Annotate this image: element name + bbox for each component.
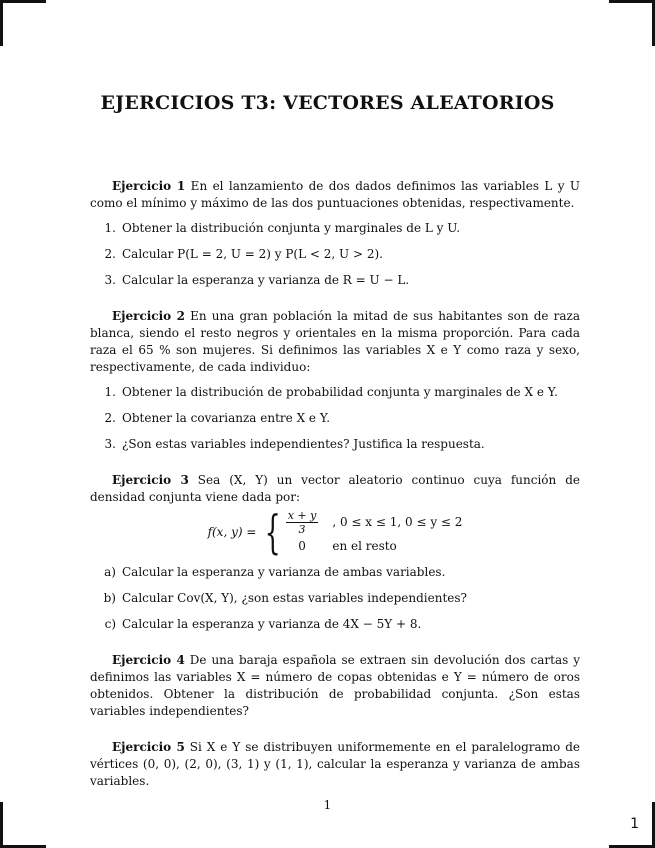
exercise-heading: Ejercicio 4 xyxy=(112,653,185,667)
exercise-text: Si X e Y se distribuyen uniformemente en el paralelogramo de vértices (0, 0), (2, 0), (3, 1) y (1, 1), calcular la esperanza y varianza de ambas variables. xyxy=(90,740,580,788)
list-item xyxy=(90,616,580,633)
exercise-text: Sea (X, Y) un vector aleatorio continuo cuya función de densidad conjunta viene dada por: xyxy=(90,473,580,504)
item-label: 3. xyxy=(104,273,116,287)
item-text: ¿Son estas variables independientes? Justifica la respuesta. xyxy=(122,437,485,451)
item-label: a) xyxy=(104,565,116,579)
formula-lhs: f(x, y) = xyxy=(207,524,257,539)
exercise-heading: Ejercicio 3 xyxy=(112,473,189,487)
case-condition: en el resto xyxy=(332,539,397,553)
list-item xyxy=(90,384,580,401)
list-item xyxy=(90,436,580,453)
fraction-denominator: 3 xyxy=(298,523,306,536)
list-item xyxy=(90,564,580,581)
item-text: Obtener la covarianza entre X e Y. xyxy=(122,411,331,425)
list-item xyxy=(90,590,580,607)
exercise-text: De una baraja española se extraen sin devolución dos cartas y definimos las variables X = número de copas obtenidas e Y = número de oros obtenidos. Obtener la distribución de probabilidad conjunta. ¿Son estas variables independientes? xyxy=(90,653,580,718)
exercise-text: En el lanzamiento de dos dados definimos las variables L y U como el mínimo y máximo de las dos puntuaciones obtenidas, respectivamente. xyxy=(90,179,580,210)
page-number: 1 xyxy=(323,798,332,812)
item-text: Calcular Cov(X, Y), ¿son estas variables independientes? xyxy=(122,591,467,605)
exercise-items xyxy=(90,220,580,289)
exercise-statement xyxy=(90,739,580,790)
case-value: 0 xyxy=(298,539,306,553)
item-label: 1. xyxy=(104,221,116,235)
exercise-statement xyxy=(90,308,580,376)
item-label: 2. xyxy=(104,411,116,425)
corner-mark xyxy=(0,0,46,3)
list-item xyxy=(90,220,580,237)
exercise-statement xyxy=(90,472,580,506)
item-label: b) xyxy=(103,591,116,605)
corner-mark xyxy=(0,0,3,46)
exercise-3 xyxy=(90,472,580,633)
left-brace-symbol: { xyxy=(265,505,282,559)
item-text: Calcular la esperanza y varianza de 4X − 5Y + 8. xyxy=(122,617,422,631)
list-item xyxy=(90,246,580,263)
item-text: Obtener la distribución de probabilidad conjunta y marginales de X e Y. xyxy=(122,385,558,399)
list-item xyxy=(90,410,580,427)
exercise-heading: Ejercicio 5 xyxy=(112,740,185,754)
list-item xyxy=(90,272,580,289)
item-label: 3. xyxy=(104,437,116,451)
item-label: 2. xyxy=(104,247,116,261)
exercise-4 xyxy=(90,652,580,720)
exercise-text: En una gran población la mitad de sus habitantes son de raza blanca, siendo el resto negros y orientales en la misma proporción. Para cada raza el 65 % son mujeres. Si definimos las variables X e Y como raza y sexo, respectivamente, de cada individuo: xyxy=(90,309,580,374)
case-condition: , 0 ≤ x ≤ 1, 0 ≤ y ≤ 2 xyxy=(332,515,463,529)
document-body xyxy=(90,178,580,809)
exercise-statement xyxy=(90,178,580,212)
item-text: Calcular P(L = 2, U = 2) y P(L < 2, U > 2). xyxy=(122,247,383,261)
item-text: Obtener la distribución conjunta y marginales de L y U. xyxy=(122,221,461,235)
item-text: Calcular la esperanza y varianza de R = U − L. xyxy=(122,273,410,287)
item-text: Calcular la esperanza y varianza de ambas variables. xyxy=(122,565,446,579)
exercise-1 xyxy=(90,178,580,289)
exercise-5 xyxy=(90,739,580,790)
item-label: 1. xyxy=(104,385,116,399)
exercise-heading: Ejercicio 2 xyxy=(112,309,186,323)
fraction xyxy=(286,509,319,536)
exercise-2 xyxy=(90,308,580,453)
exercise-items xyxy=(90,564,580,633)
page-title: EJERCICIOS T3: VECTORES ALEATORIOS xyxy=(100,92,555,114)
corner-mark xyxy=(609,0,655,3)
exercise-items xyxy=(90,384,580,453)
exercise-statement xyxy=(90,652,580,720)
density-formula xyxy=(90,505,580,559)
viewer-page-indicator: 1 xyxy=(630,816,639,832)
formula-cases xyxy=(286,509,463,555)
exercise-heading: Ejercicio 1 xyxy=(112,179,186,193)
item-label: c) xyxy=(104,617,116,631)
fraction-numerator: x + y xyxy=(287,509,317,522)
